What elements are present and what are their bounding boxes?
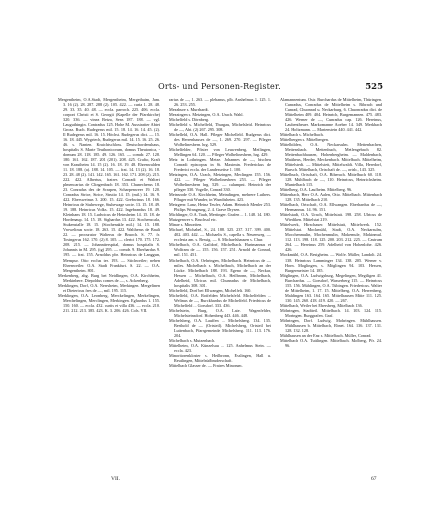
register-entry: Michelbach, O.A. Gaildorf, Michelbach. Hartmannus et Wolfram de — 155. 156. 157. 251. Arnold de Conrad, mil. 151. 451. [169, 242, 271, 258]
page-number: 525 [365, 82, 383, 92]
register-entry: Michelfelder, Pfister von Leuwenberg, Meilingen, Mellingen 64. 120. — Pfleger Wolbelinesbern, hrg. 429. [169, 147, 271, 158]
register-entry: Michelsberg, O.A. Lauffen ... Michelsberg. 134. 135. Berthold de — (Ortsteil). Michelsberg, Ortsteil bei Luttenbach, Pfarrgemeinde Michelsberg. 111. 113. 176. 204. [169, 317, 271, 338]
register-entry: Merklingen, O.A. Leonberg, Merckelingen, Merkelingen, Merchelingen, Merclingen, Merkingen. Eghardus 1. 155. 150. 160. — eccla. 432. curtis et villa 436. — eccla. 210. 211. 212. 213. 385. 423. K. 3. 206. 426. Cols. VII. [58, 292, 160, 313]
register-entry: Mühlhausen an der Enz s. Mittelbach. Müller, Conrad. [280, 332, 372, 338]
register-entry: Michelfeld s. Michelfeld, Thurgau, Michelsleid. Heinricus de —, Abt. (2) 267. 295. 308. [169, 122, 271, 133]
register-entry: Minae s. Minoriten. [169, 222, 203, 228]
register-entry: Mittelwerk, Hirschauer. Mittelstatt, Mittelwerk. 152. Mittelstat. Mockmühl, Stadt, O.A. Neckarsulm, Mocchenmulin, Mochenmulin, Mokemule, Mokinmul. 112. 113. 198. 118. 125. 200. 203. 212. 225. — Castrum 264. — Hereinus 259. Adelheid von Hohenlohe. 426. 426. [280, 222, 382, 253]
register-entry: Michelbach, O.A. Oehringen, Michelbach. Heinricus de — miles. Michelbach s. Michelbach, Michelbach an der Lücke. Michelbach 188. 193. Egeno de —, Neckar, Hessen ... Michelbach, O.A. Heilbronn, Michelbach, Adelheid, Ulricus mil. Chunradus de Michelbach, hospitalis 308. 301. [169, 257, 271, 288]
register-entry: Mutzgenwer s. Bruchsal etc. [169, 217, 217, 223]
register-entry: Merklingen, Dorf, O.A. Nerrsheim, Merkingen. Mergelinen et Dietericus fres de —, mil. 195. 115. [58, 282, 160, 293]
register-entry: Merkenberg, abg. Burg bei Neidlingen, O.A. Kirchheim, Merkinbere. Diepoldus comes de —, s. Ackenberg. [58, 272, 160, 283]
register-entry: Metz in Lothringen. Metze. Johannes de —, bischeu Conradi episcopus in St. Maximin. Frederickus de Frederici eccla. der Landesseitse 1. 100. [169, 157, 271, 173]
signature-mark: VII. [111, 476, 121, 482]
register-entry: Mergentheim, O.A.Stadt, Mergentheim, Mergethaim, Jam. 3. 16 (2). 28. 287. 288 (2). 105. 422. — curia 1. 28. 48. 29. 33. 35. 40. 48. — eccla. parroch. 225. 406. eccla. corpori Christi et S. Georgii (Kapelle der Pfarrkirche) 320. 336. — vinea Betza, Sens 187. 188. — vgl. Lauguthingin. Contradus 125. Hohe M. Ausstratter Abtei Grozz. Ruch. Rudegerus mil. 15. 18. 14. 16. 14. 45. (2). Il Rudegerus mil. 16. 15. Höchst. Rudegerus dict. — 15. 16. 18. 445. Wygriech, Rudegerus mil. 14. 15. 16. 25. 26. 46. s. Nanten. Kraichtschloss. Deutschordenshaus, hospitalis S. Marie Teuthonicorum, domus Theutonica, -domum 28. 118. 185. 49. 126. 165. — comdr. 27. 128. 180. 161. 162. 187. 201 (201). 208. 425. Crafto, Kraft von Krautheim 14. 15 (2). 16. 18. 19. 48. Ehrenwalden 11. 18. 188. (a). 188. 14. 105. — frat. 14. 13 (2). 16. 18. 23. 28. 48 (2). 141. 142. 165. 161. 162. 171. 208 (2). 215. 222. 422. Albertus, fratres Conradi et Walteri plmencarius de Clingenbach 18. 353. Chunecherus 18. 23. Conradus des de Scrapen, Scharpenweer 19. 120. Conradus Strice, Strice, Strutio 14. 15. (mil.) 14. 16. 9. 422. Ebersweinus 3. 200. 15. 422. Grebwinus 18. 166. Heinricus de Stuhewege, Stuhewage socie. 13. 15. 18. 49. 19. 188. Heinricus Volks. 15. 422. Ingebrandus 18. 49. Kleinhans 18. 15. Ludwicus de Heinsheim 14. 15. 18. de Hordenaup. 14. 15. 18. Sighardus 13. 422. Stochenscala, Stukenstalle 18. 15. (Stochenakle mil.) 14. 15. 188. Vrowelinus socie. 18. 263. 15. 422. Waltherus de Bauli 22. — procurator Walterus de Bruoch. S. 77. fr. Tosingerus 162. 170. (2) 8. 105. — clerici 170. 175. 172. 208. 215. — Johanniterspital, domus hospitalis S. Johannis in M. 295. (ig) 295. — comdr. 9. Eberhardus 9. 195. — frat. 155. Arnoldus pbr. Heinricus de Langgun, Menspur. Otto ecclus ter. 193. — Stichweiler; neben Ehrenweiler. O.A. Stadt Frankfurt. S. 22. — O.A. Mergentheim. 801. [58, 97, 160, 273]
register-entry: Mittelbach, Weiler bei Ebersberg. Mitelbach 136. [280, 302, 363, 308]
register-column-left [58, 97, 160, 477]
register-entry: Mittelbach, Ortschaft, O.A. Ellwangen. Eberhardus de —, Hermannus. 14. 96. 151. [280, 202, 382, 213]
page-header [56, 82, 383, 94]
register-entry: Mittelheim, O.A. Künzelsau ... 125. Anhelmus Stein. — eccla. 423. [169, 342, 271, 353]
register-entry: Michelfeld s. Dörnberg. [169, 117, 210, 123]
register-entry: rarius de —, 1. 263. — plebanus, plb. Anshelmus 1. 125. 1. 26. 253. 255. [169, 97, 271, 108]
register-entry: Mittelberg, O.A. Laufheim. Mittelberg. 96. [280, 187, 353, 193]
register-entry: Michelfeld, O.A. Rotfelden Michelsfeld. Michelfelden ... Welinus de —, Burckhardus de Michelfeld. Friedricus de Michelfeld ... Gorsdorf. 333. 436. [169, 292, 271, 308]
register-entry: Michelstein, Burg, O.A. Laie. Wagenfelder, Michelsteinsdorf. Hohenberg 443. 446. 448. [169, 307, 271, 318]
register-entry: Metzingen, O.A. Urach, Metzingen, Meclingen 155. 156. 422. — Pfleger Wolbelinesbern 253. — Pfleger Wolbelinesbern hrg. 529. — calumpni. Heinrich der pfleger 330. Vogelle, Conrad 330. [169, 172, 271, 193]
register-title: Orts- und Personen-Register. [158, 82, 281, 91]
register-entry: Alamannentum. Ostr. Burchardus de Mittelheim, Thüringen. Cunradus, Conradus de Mittelheim s. Bibrach und Cunrad, Chuonrad u. Neckarburg. 6. Chuonradus dict. de Mittelheim 409. 404. Heinrich, Burgemannen. 475. 483. 426. Werner de —, Cunradus cap. 126. Hereinus, Laubentheuer. Markomanne Aoeber 14. 349. Merkbach 24. Holtzmann. — Marienstein 440. 441. 442. [280, 97, 382, 133]
register-entry: Meinsrode O.A. Kirchheim, Meindingen, mehrere Luthers. Pfluger mit Wunder, in Wundisheim. 423. [169, 192, 271, 203]
register-entry: Mittelbach s. Michelbach. [280, 132, 324, 138]
register-entry: Mockmühl, O.A. Besigheim. — Wolfe. Müller, Landolt. 24. 138. Heinricus Lamminger 134. 138. 205. Werner v. Horn. Moglingen, s. Möglingen 94. 103. Hessen, Burgermeister 14. 185. [280, 252, 382, 273]
register-entry: Möglingen, O.A. Ludwigsburg, Megelingen, Megiligen 41. Burchardus. — Gorsdorf, Wasserberg 115. — Heinricus 155. 156. Mühlingen, O.A. Tübingen. Friedericus. Walter de Mittelheim, 1. 17. 15. Mittelberg, O.A. Herrenberg, Maldingen 163. 164. 165. Mittelhausen Mitte 111. 125. 130. 145. 260. 418. 419. 420. — 267. [280, 272, 382, 303]
register-entry: Mezzbure s. Murrhardt. [169, 107, 209, 113]
register-entry: Michelbach s. Mutzenbach. [169, 337, 216, 343]
register-entry: Mittelbach O.A. Tuttlingen. Mittelbach. Molberg, Pfr. 24. 96. [280, 337, 382, 348]
register-entry: Mittelbuch, Ortschaft, O.A. Biberach. Mittelbuch 60. 118. 128. Mühlbach de —, 110. Heinricus, Heinrichsheim. Muntelbach 115. [280, 172, 382, 188]
sheet-marker: 67 [371, 476, 377, 482]
register-entry: Michelfeld, Dorf bei Ellwangen, Michelfelt. 160. [169, 287, 252, 293]
register-entry: Metzgern: Lanz, Heinz Teufer, Adam. Heinrich Menler 253. Philips Wrangrung, 2. 4. Grave Drysen. [169, 202, 271, 213]
register-entry: Michael, Michabel, S., 24. 188. 325. 237. 317. 399. 400. 402. 403. 442. — Michaelis S., capella s. Neuenweg. — ecclesia am. s. Bessig. — S. Michaelshausen s. Chur. [169, 227, 271, 243]
register-entry: Möhringen, Stadtteil. Mittelbach. 14. 103. 124. 115. Moringen. Burggrafen. Graf. [280, 307, 382, 318]
register-entry: Minoritorenkloster s. Heilbronn, Esslingen, Hall u. Reutlingen, Mittelsüdbruderschaft. [169, 352, 271, 363]
register-entry: Mittenbach, Herr O.A. Aalen, Otto. Mittelbach. Mittenbach 128. 135. Mittelbach 210. [280, 192, 382, 203]
register-entry: Michlinger, O.A. Taub, Mertinger. Grafen ... 1. 148. 14. 180. [169, 212, 271, 218]
register-entry: Möhringen, Dorf. Ludwig. Mohringen. Mühlhausen. Mühlhausen b. Mittelbach, Ebnet. 164. 136. 137. 131. 128. 132. 128. [280, 317, 382, 333]
register-entry: Mezzingen s. Metzingen, O.A. Urach. Wahl. [169, 112, 244, 118]
register-column-right [280, 97, 382, 477]
register-columns [58, 97, 384, 477]
register-entry: Mittelstadt, O.A. Urach, Mittelstatt. 198. 258. Ulricus de Wiediken. Mittelstat 219. [280, 212, 382, 223]
register-entry: Michelleld, O.A. Hall. Pfleger Michelleld. Rudgerus dict. des Herrenhauses de —, 1. 269. 270. 297. — Pfleger Wolbelinesbern. hrg. 529. [169, 132, 271, 148]
register-entry: Mittelbilden, O.A. Neckarsulm. Mettenbachen, Mettensbach. Mettenbuch, Metlengebach 82. Mettenbachhausen, Hohenbergheim. — Maldenbach, Mattheus, Herder, Meckenbach. Mittelbach. Mittelheim, Mittelstedt. — Mittelstett, Mittelwaldt. Villa, Heredorf, Bursch. Mittelbach, Ortschaft de. —, ortsb., 143. 325. [280, 142, 382, 173]
register-column-middle [169, 97, 271, 477]
register-entry: Mittelbergen s. Mittelbergen. [280, 137, 329, 143]
register-entry: Mittelbach Glasser de. — Fratres Minorum. [169, 362, 243, 368]
